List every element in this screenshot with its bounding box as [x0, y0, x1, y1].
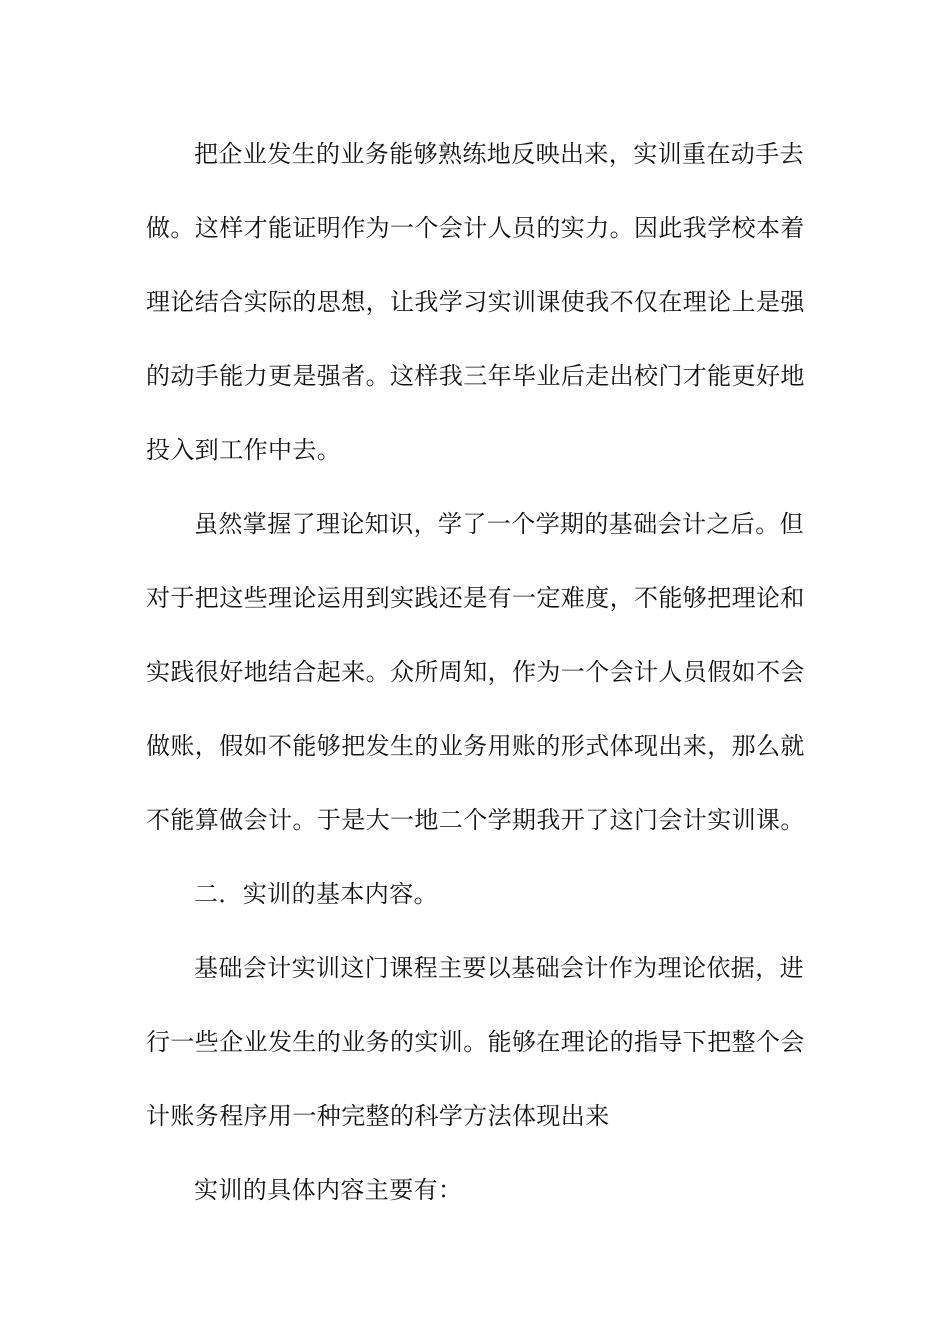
text-line: 投入到工作中去。: [146, 436, 342, 464]
text-line: 行一些企业发生的业务的实训。能够在理论的指导下把整个会: [146, 1028, 805, 1056]
text-line: 实践很好地结合起来。众所周知，作为一个会计人员假如不会: [146, 658, 805, 686]
text-line: 不能算做会计。于是大一地二个学期我开了这门会计实训课。: [146, 806, 805, 834]
text-line: 实训的具体内容主要有：: [194, 1176, 463, 1204]
text-line: 把企业发生的业务能够熟练地反映出来，实训重在动手去: [194, 140, 804, 168]
text-line: 计账务程序用一种完整的科学方法体现出来: [146, 1102, 610, 1130]
text-line: 对于把这些理论运用到实践还是有一定难度，不能够把理论和: [146, 584, 805, 612]
text-line: 的动手能力更是强者。这样我三年毕业后走出校门才能更好地: [146, 362, 805, 390]
text-line: 理论结合实际的思想，让我学习实训课使我不仅在理论上是强: [146, 288, 805, 316]
text-line: 基础会计实训这门课程主要以基础会计作为理论依据，进: [194, 954, 804, 982]
text-line: 做账，假如不能够把发生的业务用账的形式体现出来，那么就: [146, 732, 805, 760]
section-heading: 二．实训的基本内容。: [194, 880, 438, 908]
text-line: 做。这样才能证明作为一个会计人员的实力。因此我学校本着: [146, 214, 805, 242]
text-line: 虽然掌握了理论知识，学了一个学期的基础会计之后。但: [194, 510, 804, 538]
